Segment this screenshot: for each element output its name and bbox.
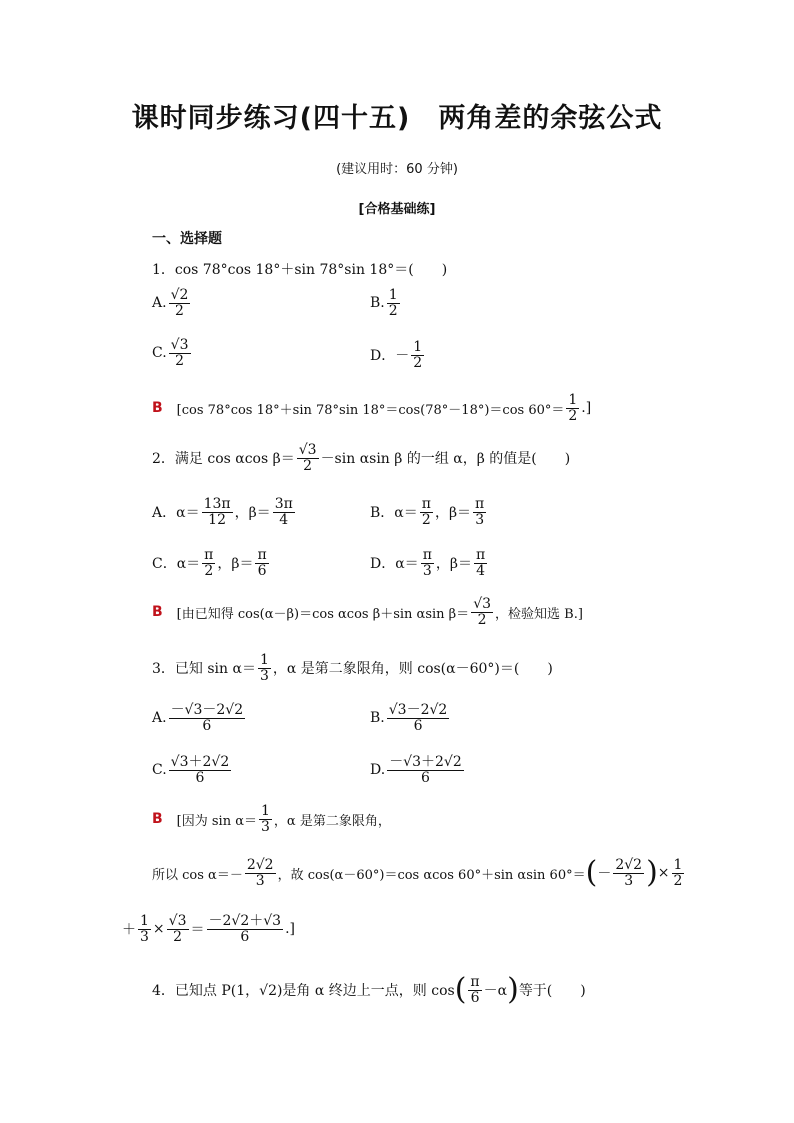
solution-text: ，检验知选 B.] [495, 606, 583, 622]
option-mid: ，β＝ [234, 505, 271, 522]
numerator: 1 [568, 392, 578, 408]
denominator: 2 [388, 302, 398, 319]
denominator: 2 [175, 302, 184, 319]
q2-option-b [370, 497, 488, 527]
denominator: 2 [413, 354, 423, 371]
q1-option-a [152, 288, 192, 318]
part-heading: 一、选择题 [152, 231, 222, 247]
numerator: 1 [413, 339, 423, 355]
fraction [169, 703, 246, 733]
option-mid: ，β＝ [435, 556, 472, 573]
fraction [255, 548, 268, 578]
solution-text: [cos 78°cos 18°＋sin 78°sin 18°＝cos(78°－18°)＝cos 60°＝ [176, 402, 565, 418]
numerator: 2√2 [246, 857, 274, 873]
denominator: 2 [204, 562, 214, 579]
q1-option-d [370, 340, 426, 370]
q2-option-d [370, 548, 489, 578]
option-label: B. [370, 710, 385, 727]
denominator: 6 [470, 989, 480, 1006]
q1-solution [152, 393, 591, 423]
q3-solution-line2 [152, 855, 686, 891]
q4-stem-post: 等于( ) [518, 983, 586, 1000]
q3-stem-post: ，α 是第二象限角，则 cos(α－60°)＝( ) [272, 661, 553, 678]
fraction: $\frac{√3}{2}$ [170, 337, 189, 369]
answer-letter: B [152, 811, 163, 828]
answer-letter: B [152, 400, 163, 417]
fraction: $\frac{√2}{2}$ [170, 287, 189, 319]
denominator: 6 [202, 717, 212, 734]
denominator: 2 [175, 352, 185, 369]
q3-option-b [370, 703, 451, 733]
solution-text: ，故 cos(α－60°)＝cos αcos 60°＋sin αsin 60°＝ [277, 867, 586, 883]
q4-stem [152, 972, 586, 1008]
answer-letter: B [152, 604, 163, 621]
option-mid: ，β＝ [217, 556, 254, 573]
denominator: 4 [279, 511, 289, 528]
denominator: 6 [413, 717, 423, 734]
radicand: 3 [482, 596, 492, 612]
denominator: 3 [261, 818, 270, 835]
numerator: √3＋2√2 [170, 754, 230, 770]
fraction [474, 548, 487, 578]
option-label: A．α＝ [152, 505, 200, 522]
denominator: 3 [624, 872, 634, 889]
option-label: B. [370, 295, 385, 312]
option-label: A. [152, 710, 167, 727]
numerator: 1 [261, 803, 270, 819]
option-label: C. [152, 345, 167, 362]
numerator: 1 [140, 913, 149, 929]
numerator: π [470, 974, 480, 990]
denominator: 2 [421, 511, 431, 528]
fraction [169, 755, 232, 785]
q3-option-c [152, 755, 233, 785]
q2-stem-pre: 2．满足 cos αcos β＝ [152, 451, 295, 468]
solution-text: [由已知得 cos(α－β)＝cos αcos β＋sin αsin β＝ [176, 606, 470, 622]
denominator: 3 [255, 872, 265, 889]
q2-option-a [152, 497, 297, 527]
page-title [0, 96, 794, 135]
option-label: D．α＝ [370, 556, 419, 573]
paren-close: ) [646, 855, 658, 891]
numerator: π [257, 547, 267, 563]
denominator: 2 [568, 407, 578, 424]
numerator: 1 [259, 652, 269, 668]
numerator: π [421, 496, 431, 512]
paren-close: ) [507, 972, 519, 1008]
title-sub: 两角差的余弦公式 [438, 103, 663, 134]
solution-text: ，α 是第二象限角， [273, 813, 391, 829]
numerator: 1 [673, 857, 683, 873]
q2-stem-post: －sin αsin β 的一组 α，β 的值是( ) [320, 451, 571, 468]
denominator: 6 [195, 769, 205, 786]
denominator: 3 [475, 511, 485, 528]
numerator: π [204, 547, 214, 563]
denominator: 2 [673, 872, 683, 889]
time-hint: (建议用时：60 分钟) [336, 162, 458, 177]
q1-stem [152, 259, 447, 279]
denominator: 6 [421, 769, 430, 786]
section-heading: [合格基础练] [358, 202, 436, 217]
denominator: 3 [140, 928, 149, 945]
minus-alpha: －α [483, 983, 508, 1000]
numerator: 13π [203, 496, 231, 512]
radicand: 3 [179, 337, 189, 353]
q1-stem-text: 1．cos 78°cos 18°＋sin 78°sin 18°＝( ) [152, 262, 448, 278]
fraction [566, 393, 579, 423]
denominator: 6 [240, 928, 250, 945]
radicand: 2 [179, 287, 189, 303]
option-label: D．－ [370, 348, 410, 365]
fraction [473, 497, 486, 527]
solution-text: ＋ [122, 922, 136, 939]
q2-stem [152, 443, 570, 473]
denominator: 4 [476, 562, 486, 579]
fraction [258, 653, 271, 683]
numerator: π [475, 496, 485, 512]
numerator: －√3－2√2 [170, 702, 244, 718]
paren-open: ( [585, 855, 598, 891]
q3-option-a [152, 703, 247, 733]
paren-open: ( [454, 972, 467, 1008]
fraction [613, 858, 644, 888]
numerator: π [475, 547, 486, 563]
q2-solution [152, 597, 583, 627]
fraction [138, 914, 151, 944]
q3-stem [152, 653, 553, 683]
q3-stem-pre: 3．已知 sin α＝ [152, 661, 256, 678]
fraction [387, 755, 464, 785]
q3-option-d [370, 755, 466, 785]
times-sign: × [152, 921, 165, 938]
option-label: C. [152, 762, 167, 779]
q4-stem-pre: 4．已知点 P(1，√2)是角 α 终边上一点，则 cos [152, 983, 455, 1000]
q3-solution-line1 [152, 804, 391, 834]
minus-sign: － [597, 866, 612, 883]
option-label: C．α＝ [152, 556, 201, 573]
fraction [202, 548, 215, 578]
fraction [420, 497, 433, 527]
title-main: 课时同步练习(四十五) [131, 103, 411, 134]
fraction [468, 975, 481, 1005]
denominator: 2 [303, 457, 313, 474]
fraction [273, 497, 295, 527]
fraction [387, 703, 450, 733]
solution-text: [因为 sin α＝ [176, 813, 257, 829]
numerator: －√3＋2√2 [389, 754, 462, 770]
numerator: 3π [274, 496, 293, 512]
fraction: $\frac{√3}{2}$ [298, 442, 317, 474]
option-mid: ，β＝ [434, 505, 472, 522]
denominator: 2 [477, 611, 487, 628]
q3-solution-line3 [122, 914, 295, 944]
times-sign: × [657, 865, 670, 882]
denominator: 3 [422, 562, 432, 579]
denominator: 12 [208, 511, 226, 528]
fraction [387, 288, 400, 318]
denominator: 3 [259, 667, 269, 684]
fraction [421, 548, 434, 578]
fraction [207, 914, 284, 944]
fraction: $\frac{√3}{2}$ [168, 913, 187, 945]
fraction [202, 497, 233, 527]
fraction [245, 858, 276, 888]
radicand: 3 [177, 913, 187, 929]
numerator: 2√2 [615, 857, 643, 873]
equals-sign: ＝ [190, 922, 205, 939]
radicand: 3 [307, 442, 317, 458]
option-label: B．α＝ [370, 505, 418, 522]
q1-option-c [152, 338, 193, 368]
numerator: √3－2√2 [388, 702, 448, 718]
denominator: 6 [257, 562, 267, 579]
numerator: －2√2＋√3 [208, 913, 282, 929]
fraction: $\frac{√3}{2}$ [473, 596, 492, 628]
option-label: A. [152, 295, 167, 312]
fraction [672, 858, 685, 888]
numerator: 1 [388, 287, 398, 303]
fraction [411, 340, 424, 370]
solution-end: .] [581, 400, 592, 417]
numerator: π [422, 547, 432, 563]
q2-option-c [152, 548, 271, 578]
solution-text: 所以 cos α＝－ [152, 867, 243, 883]
option-label: D. [370, 762, 386, 779]
solution-end: .] [285, 921, 295, 938]
fraction [259, 804, 272, 834]
q1-option-b [370, 288, 402, 318]
denominator: 2 [173, 928, 183, 945]
